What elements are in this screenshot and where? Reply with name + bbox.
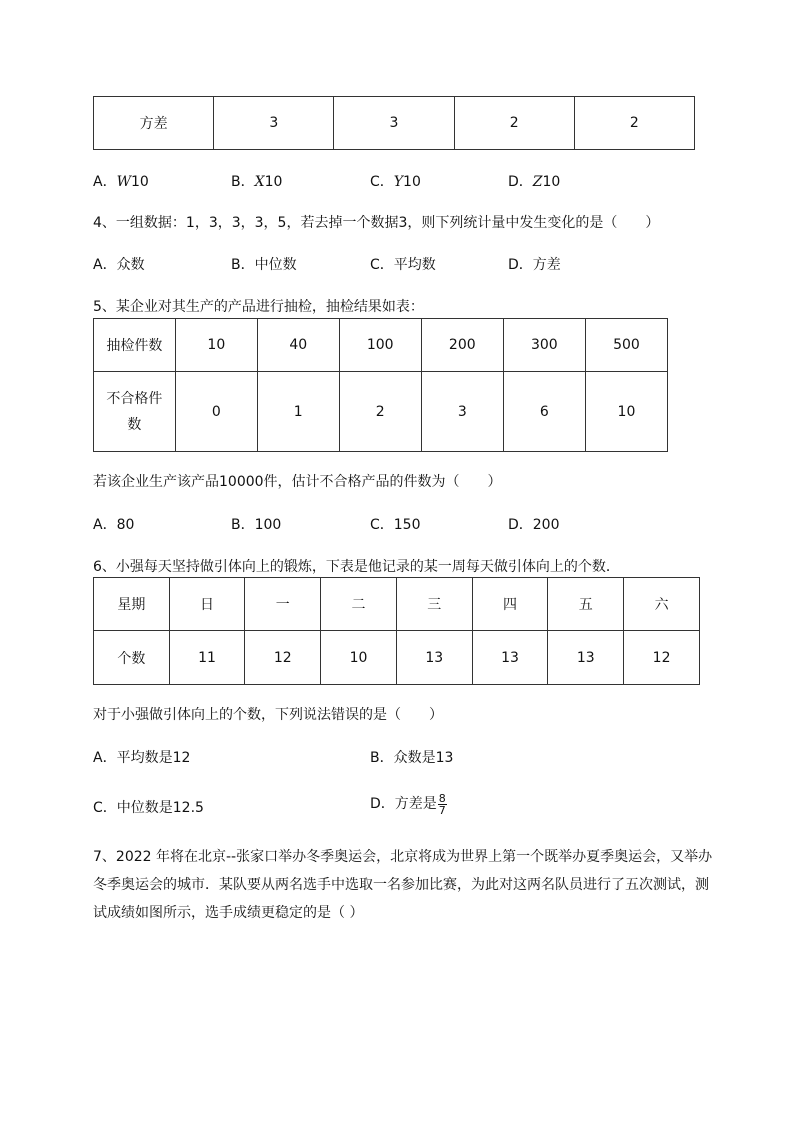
table-cell: 3 — [214, 97, 334, 150]
table-cell: 10 — [321, 631, 397, 685]
table-row — [94, 631, 700, 685]
table-cell: 12 — [624, 631, 700, 685]
inspection-table — [93, 318, 668, 452]
table-cell: 四 — [472, 578, 548, 631]
table-cell: 三 — [396, 578, 472, 631]
q6-option-a[interactable]: A．平均数是12 — [93, 750, 191, 766]
option-prefix: A． — [93, 174, 117, 190]
table-cell: 3 — [334, 97, 454, 150]
q5-option-c[interactable]: C．150 — [370, 517, 421, 533]
fraction-numerator: 8 — [438, 791, 446, 805]
q6-option-b[interactable]: B．众数是13 — [370, 750, 454, 766]
table-header-cell: 抽检件数 — [94, 319, 176, 372]
table-cell: 12 — [245, 631, 321, 685]
q3-option-c[interactable] — [370, 171, 421, 191]
q3-option-b[interactable] — [231, 171, 282, 191]
option-variable: W — [116, 174, 131, 190]
table-cell: 六 — [624, 578, 700, 631]
table-cell: 日 — [169, 578, 245, 631]
table-cell: 6 — [503, 372, 585, 452]
question-5-text: 5、某企业对其生产的产品进行抽检，抽检结果如表： — [93, 299, 424, 315]
table-cell: 五 — [548, 578, 624, 631]
q4-option-a[interactable]: A．众数 — [93, 257, 145, 273]
table-row — [94, 97, 695, 150]
option-prefix: C． — [370, 174, 394, 190]
question-5-followup: 若该企业生产该产品10000件，估计不合格产品的件数为（ ） — [93, 474, 502, 490]
q4-option-c[interactable]: C．平均数 — [370, 257, 436, 273]
table-row — [94, 578, 700, 631]
table-cell: 1 — [257, 372, 339, 452]
table-cell: 0 — [175, 372, 257, 452]
variance-table — [93, 96, 695, 150]
row-label-line2: 数 — [127, 416, 142, 433]
option-suffix: 10 — [403, 174, 421, 190]
option-variable: X — [254, 174, 265, 190]
q6-option-c[interactable]: C．中位数是12.5 — [93, 800, 204, 816]
table-cell: 10 — [175, 319, 257, 372]
option-suffix: 10 — [542, 174, 561, 190]
table-row — [94, 372, 668, 452]
option-variable: Y — [393, 174, 404, 190]
table-cell: 13 — [472, 631, 548, 685]
q3-option-a[interactable] — [93, 171, 149, 191]
table-cell: 40 — [257, 319, 339, 372]
question-4-text: 4、一组数据：1，3，3，3，5，若去掉一个数据3，则下列统计量中发生变化的是（ ） — [93, 215, 660, 231]
fraction-denominator: 7 — [438, 803, 446, 817]
question-7-line-1: 7、2022 年将在北京--张家口举办冬季奥运会，北京将成为世界上第一个既举办夏季奥运会，又举办 — [93, 849, 713, 865]
table-header-cell: 个数 — [94, 631, 170, 685]
question-7-line-3: 试成绩如图所示，选手成绩更稳定的是（ ） — [93, 905, 364, 921]
table-cell: 一 — [245, 578, 321, 631]
table-cell: 2 — [574, 97, 694, 150]
q5-option-b[interactable]: B．100 — [231, 517, 282, 533]
option-variable: Z — [532, 174, 543, 190]
table-cell: 2 — [454, 97, 574, 150]
q4-option-b[interactable]: B．中位数 — [231, 257, 297, 273]
q5-option-d[interactable]: D．200 — [508, 517, 560, 533]
table-cell: 13 — [548, 631, 624, 685]
table-header-cell — [94, 372, 176, 452]
question-6-text: 6、小强每天坚持做引体向上的锻炼，下表是他记录的某一周每天做引体向上的个数． — [93, 559, 620, 575]
table-cell: 方差 — [94, 97, 214, 150]
fraction — [438, 793, 447, 816]
table-cell: 11 — [169, 631, 245, 685]
question-7-line-2: 冬季奥运会的城市．某队要从两名选手中选取一名参加比赛，为此对这两名队员进行了五次测试，测 — [93, 877, 709, 893]
pullup-table — [93, 577, 700, 685]
q6-option-d[interactable] — [370, 789, 447, 819]
question-6-followup: 对于小强做引体向上的个数，下列说法错误的是（ ） — [93, 707, 443, 723]
table-cell: 10 — [585, 372, 667, 452]
option-prefix: B． — [231, 174, 255, 190]
table-cell: 3 — [421, 372, 503, 452]
table-cell: 100 — [339, 319, 421, 372]
table-row — [94, 319, 668, 372]
table-cell: 13 — [396, 631, 472, 685]
row-label-line1: 不合格件 — [106, 390, 163, 407]
option-prefix: D．方差是 — [370, 796, 437, 812]
table-cell: 300 — [503, 319, 585, 372]
q5-option-a[interactable]: A．80 — [93, 517, 135, 533]
table-cell: 二 — [321, 578, 397, 631]
option-suffix: 10 — [130, 174, 149, 190]
table-cell: 200 — [421, 319, 503, 372]
table-cell: 500 — [585, 319, 667, 372]
q4-option-d[interactable]: D．方差 — [508, 257, 561, 273]
table-header-cell: 星期 — [94, 578, 170, 631]
table-cell: 2 — [339, 372, 421, 452]
q3-option-d[interactable] — [508, 171, 560, 191]
option-suffix: 10 — [264, 174, 283, 190]
option-prefix: D． — [508, 174, 533, 190]
